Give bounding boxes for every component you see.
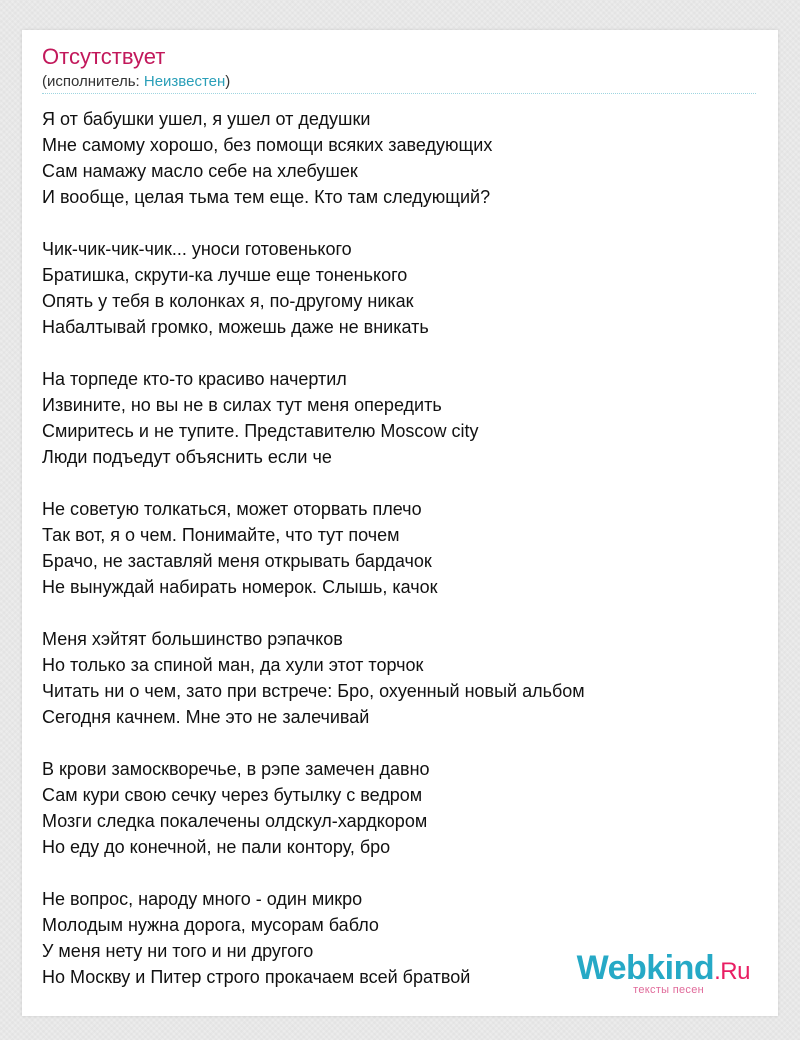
lyric-line: Но еду до конечной, не пали контору, бро [42, 837, 391, 857]
lyric-line: Набалтывай громко, можешь даже не вникать [42, 317, 429, 337]
lyric-line: Сегодня качнем. Мне это не залечивай [42, 707, 370, 727]
divider [42, 93, 756, 94]
webkind-logo[interactable] [550, 950, 750, 996]
artist-prefix: (исполнитель: [42, 73, 144, 90]
lyrics-stanza [42, 366, 758, 470]
logo-word: Webkind [576, 949, 715, 987]
lyrics-stanza [42, 626, 758, 730]
lyric-line: Так вот, я о чем. Понимайте, что тут почем [42, 525, 400, 545]
lyric-line: Сам кури свою сечку через бутылку с ведром [42, 785, 423, 805]
lyric-line: И вообще, целая тьма тем еще. Кто там следующий? [42, 187, 491, 207]
lyrics-stanza [42, 106, 758, 210]
lyric-line: Мозги следка покалечены олдскул-хардкором [42, 811, 428, 831]
lyric-line: Читать ни о чем, зато при встрече: Бро, охуенный новый альбом [42, 681, 585, 701]
lyrics-body [42, 106, 758, 1016]
logo-tld: .Ru [714, 958, 750, 985]
logo-tagline: тексты песен [633, 984, 704, 996]
lyric-line: Сам намажу масло себе на хлебушек [42, 161, 358, 181]
lyric-line: Братишка, скрути-ка лучше еще тоненького [42, 265, 408, 285]
artist-link[interactable]: Неизвестен [143, 73, 226, 90]
lyrics-stanza [42, 756, 758, 860]
lyric-line: Опять у тебя в колонках я, по-другому никак [42, 291, 414, 311]
song-title: Отсутствует [42, 44, 166, 69]
lyric-line: Но только за спиной ман, да хули этот торчок [42, 655, 424, 675]
lyric-line: Не вынуждай набирать номерок. Слышь, качок [42, 577, 438, 597]
lyric-line: Но Москву и Питер строго прокачаем всей братвой [42, 967, 471, 987]
lyric-line: Не советую толкаться, может оторвать плечо [42, 499, 422, 519]
lyric-line: Не вопрос, народу много - один микро [42, 889, 363, 909]
artist-suffix: ) [225, 73, 231, 90]
lyrics-stanza [42, 496, 758, 600]
lyric-line: Чик-чик-чик-чик... уноси готовенького [42, 239, 352, 259]
lyric-line: На торпеде кто-то красиво начертил [42, 369, 347, 389]
lyric-line: Мне самому хорошо, без помощи всяких заведующих [42, 135, 493, 155]
lyric-line: В крови замоскворечье, в рэпе замечен давно [42, 759, 430, 779]
lyric-line: Люди подъедут объяснить если че [42, 447, 332, 467]
lyric-line: Меня хэйтят большинство рэпачков [42, 629, 343, 649]
lyric-line: Молодым нужна дорога, мусорам бабло [42, 915, 379, 935]
lyrics-stanza [42, 236, 758, 340]
artist-line [42, 72, 230, 92]
lyrics-card [22, 30, 778, 1016]
lyric-line: У меня нету ни того и ни другого [42, 941, 314, 961]
lyric-line: Брачо, не заставляй меня открывать бардачок [42, 551, 432, 571]
lyric-line: Я от бабушки ушел, я ушел от дедушки [42, 109, 371, 129]
lyric-line: Извините, но вы не в силах тут меня опередить [42, 395, 442, 415]
lyric-line: Смиритесь и не тупите. Представителю Moscow city [42, 421, 479, 441]
